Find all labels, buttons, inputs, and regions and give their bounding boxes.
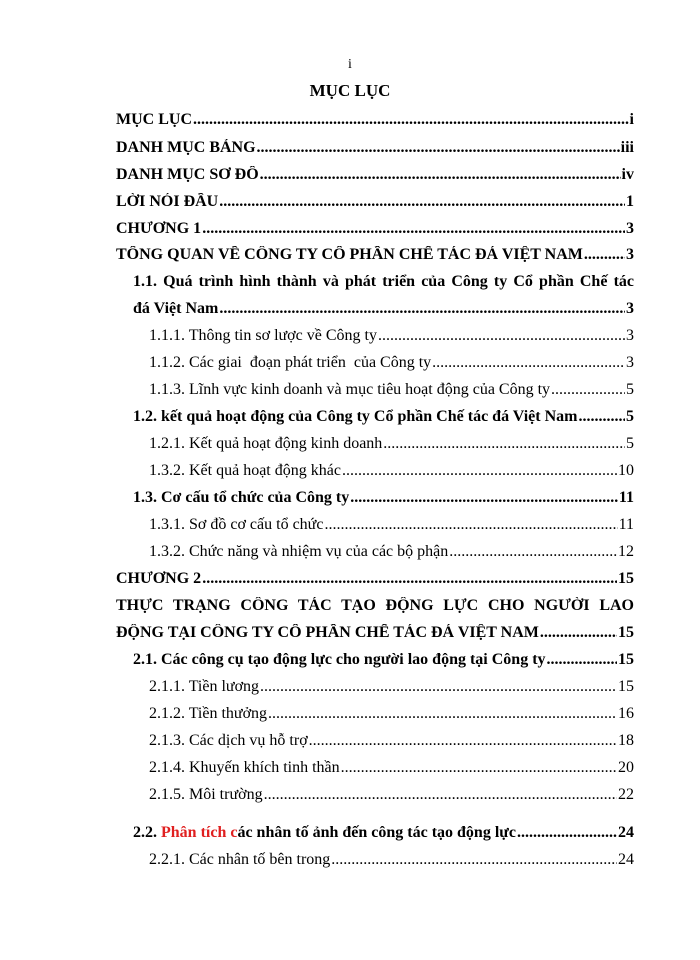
toc-entry-1-1-1[interactable] <box>149 327 634 345</box>
toc-entry-danh-muc-so-do[interactable] <box>116 166 634 184</box>
toc-leader-dots <box>350 489 618 507</box>
toc-entry-page: 15 <box>618 678 634 695</box>
toc-leader-dots <box>449 543 617 561</box>
toc-entry-page: iv <box>621 166 634 183</box>
toc-entry-page: 15 <box>618 651 634 668</box>
toc-entry-2-1-2[interactable] <box>149 705 634 723</box>
toc-entry-text: THỰC TRẠNG CÔNG TÁC TẠO ĐỘNG LỰC CHO NGƯỜI LAO <box>116 597 634 614</box>
toc-entry-text <box>133 824 516 842</box>
toc-leader-dots <box>309 732 617 750</box>
toc-leader-dots <box>584 246 625 264</box>
toc-entry-2-2-1[interactable] <box>149 851 634 869</box>
toc-entry-page: 24 <box>618 824 634 841</box>
toc-leader-dots <box>202 220 625 238</box>
toc-entry-text: 2.1.4. Khuyến khích tinh thần <box>149 759 340 776</box>
toc-entry-text: DANH MỤC SƠ ĐỒ <box>116 166 259 183</box>
toc-title: MỤC LỤC <box>309 81 391 100</box>
toc-leader-dots <box>219 193 625 211</box>
toc-entry-page: 18 <box>618 732 634 749</box>
toc-leader-dots <box>517 824 617 842</box>
toc-entry-1-3-1[interactable] <box>149 516 634 534</box>
toc-leader-dots <box>540 624 617 642</box>
toc-leader-dots <box>324 516 617 534</box>
toc-leader-dots <box>579 408 626 426</box>
toc-leader-dots <box>342 462 617 480</box>
toc-entry-loi-noi-dau[interactable] <box>116 193 634 211</box>
toc-leader-dots <box>193 111 629 129</box>
toc-entry-1-1-3[interactable] <box>149 381 634 399</box>
toc-entry-text: 2.1.1. Tiền lương <box>149 678 260 695</box>
toc-entry-text: 1.3.2. Chức năng và nhiệm vụ của các bộ phận <box>149 543 449 560</box>
toc-entry-2-2[interactable] <box>133 824 634 842</box>
toc-entry-text: 1.3. Cơ cấu tổ chức của Công ty <box>133 489 350 506</box>
toc-entry-1-3[interactable] <box>133 489 634 507</box>
toc-entry-text: DANH MỤC BẢNG <box>116 139 256 156</box>
toc-entry-page: iii <box>620 139 634 156</box>
toc-entry-page: 20 <box>618 759 634 776</box>
toc-leader-dots <box>378 327 625 345</box>
toc-entry-1-2[interactable] <box>133 408 634 426</box>
page-number: i <box>348 57 352 72</box>
toc-entry-chuong-1[interactable] <box>116 220 634 238</box>
toc-entry-text: 1.1.3. Lĩnh vực kinh doanh và mục tiêu hoạt động của Công ty <box>149 381 551 398</box>
toc-leader-dots <box>268 705 617 723</box>
toc-entry-chapter-2-title[interactable] <box>116 624 634 642</box>
toc-entry-text: CHƯƠNG 2 <box>116 570 202 587</box>
toc-entry-1-1-line1[interactable] <box>133 273 634 291</box>
toc-entry-text: TỔNG QUAN VỀ CÔNG TY CỔ PHẦN CHẾ TÁC ĐÁ VIỆT NAM <box>116 246 583 263</box>
toc-entry-page: 3 <box>626 300 634 317</box>
toc-entry-text: CHƯƠNG 1 <box>116 220 202 237</box>
toc-entry-text: ĐỘNG TẠI CÔNG TY CỔ PHẦN CHẾ TÁC ĐÁ VIỆT NAM <box>116 624 539 641</box>
toc-entry-danh-muc-bang[interactable] <box>116 139 634 157</box>
toc-entry-page: 24 <box>618 851 634 868</box>
toc-entry-2-1-4[interactable] <box>149 759 634 777</box>
toc-entry-text: LỜI NÓI ĐẦU <box>116 193 219 210</box>
toc-entry-1-1-2[interactable] <box>149 354 634 372</box>
toc-leader-dots <box>551 381 625 399</box>
toc-entry-page: 12 <box>618 543 634 560</box>
toc-entry-2-1-1[interactable] <box>149 678 634 696</box>
toc-entry-page: 15 <box>618 570 634 587</box>
toc-entry-chapter-2-title-line1[interactable] <box>116 597 634 615</box>
toc-entry-text: 2.1.3. Các dịch vụ hỗ trợ <box>149 732 308 749</box>
toc-entry-text: 1.2.1. Kết quả hoạt động kinh doanh <box>149 435 383 452</box>
toc-entry-prefix: 2.2. <box>133 824 161 841</box>
toc-leader-dots <box>219 300 625 318</box>
toc-entry-text: 1.3.1. Sơ đồ cơ cấu tổ chức <box>149 516 324 533</box>
toc-leader-dots <box>257 139 620 157</box>
toc-entry-page: 10 <box>618 462 634 479</box>
toc-entry-1-3-2[interactable] <box>149 543 634 561</box>
toc-entry-page: 15 <box>618 624 634 641</box>
toc-entry-rest: ác nhân tố ảnh đến công tác tạo động lực <box>237 824 516 841</box>
toc-entry-2-1-3[interactable] <box>149 732 634 750</box>
toc-leader-dots <box>260 166 621 184</box>
toc-entry-1-2-1[interactable] <box>149 435 634 453</box>
toc-entry-muc-luc[interactable] <box>116 111 634 129</box>
toc-entry-highlight: Phân tích c <box>161 824 238 841</box>
toc-entry-text: 1.3.2. Kết quả hoạt động khác <box>149 462 341 479</box>
toc-leader-dots <box>264 786 617 804</box>
toc-leader-dots <box>383 435 625 453</box>
toc-entry-1-3-2-results[interactable] <box>149 462 634 480</box>
toc-entry-page: 16 <box>618 705 634 722</box>
toc-entry-2-1-5[interactable] <box>149 786 634 804</box>
toc-entry-chapter-1-title[interactable] <box>116 246 634 264</box>
toc-leader-dots <box>341 759 617 777</box>
toc-entry-text: MỤC LỤC <box>116 111 192 128</box>
toc-entry-text: 1.1. Quá trình hình thành và phát triển của Công ty Cổ phần Chế tác <box>133 273 634 290</box>
toc-entry-1-1[interactable] <box>133 300 634 318</box>
toc-entry-text: 2.1.5. Môi trường <box>149 786 263 803</box>
toc-leader-dots <box>547 651 617 669</box>
toc-leader-dots <box>331 851 617 869</box>
toc-entry-text: 2.1.2. Tiền thưởng <box>149 705 268 722</box>
toc-entry-page: 3 <box>626 246 634 263</box>
toc-entry-page: 3 <box>626 354 634 371</box>
toc-entry-text: 1.1.1. Thông tin sơ lược về Công ty <box>149 327 377 344</box>
toc-entry-page: 5 <box>626 381 634 398</box>
toc-entry-page: i <box>629 111 634 128</box>
toc-leader-dots <box>260 678 617 696</box>
toc-entry-page: 3 <box>626 220 634 237</box>
toc-entry-page: 5 <box>626 408 634 425</box>
toc-entry-text: 1.1.2. Các giai đoạn phát triển của Công ty <box>149 354 432 371</box>
toc-entry-page: 11 <box>618 516 634 533</box>
toc-entry-chuong-2[interactable] <box>116 570 634 588</box>
toc-entry-page: 1 <box>626 193 634 210</box>
toc-entry-text: đá Việt Nam <box>133 300 219 317</box>
toc-entry-2-1[interactable] <box>133 651 634 669</box>
toc-entry-text: 2.2.1. Các nhân tố bên trong <box>149 851 331 868</box>
toc-entry-page: 11 <box>618 489 634 506</box>
toc-entry-page: 22 <box>618 786 634 803</box>
toc-entry-text: 1.2. kết quả hoạt động của Công ty Cổ phần Chế tác đá Việt Nam <box>133 408 578 425</box>
toc-entry-text: 2.1. Các công cụ tạo động lực cho người lao động tại Công ty <box>133 651 546 668</box>
toc-entry-page: 5 <box>626 435 634 452</box>
toc-entry-page: 3 <box>626 327 634 344</box>
toc-leader-dots <box>202 570 617 588</box>
toc-leader-dots <box>432 354 625 372</box>
